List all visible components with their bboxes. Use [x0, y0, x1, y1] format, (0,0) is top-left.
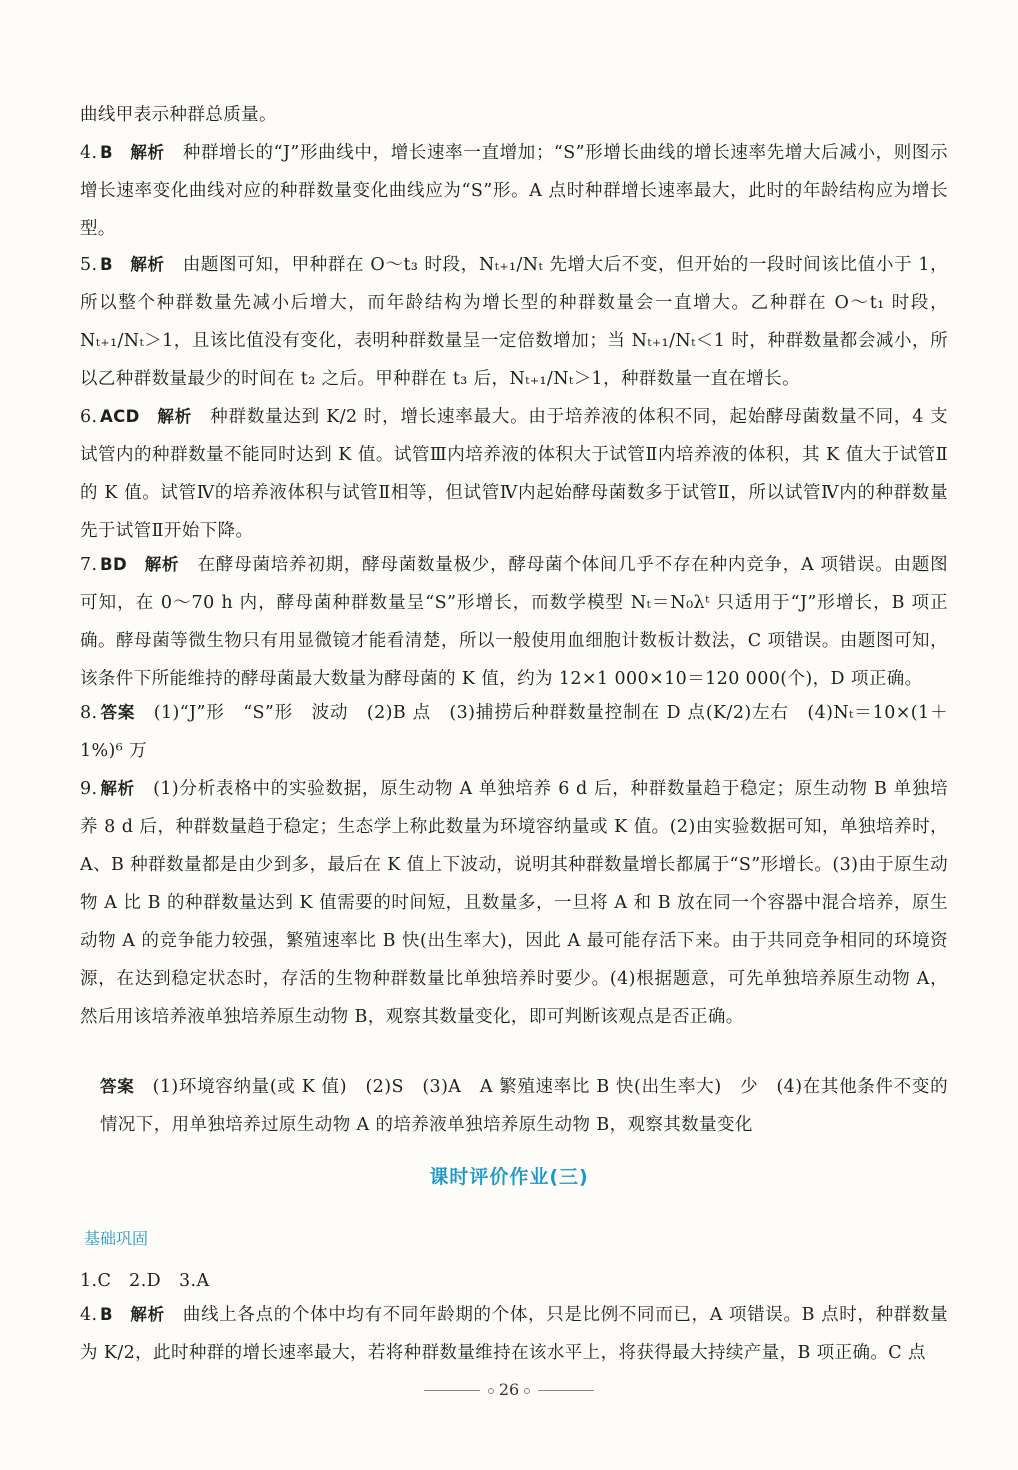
quick-answers	[80, 1262, 948, 1300]
item-number: 7.	[80, 555, 98, 575]
footer-rule-right	[538, 1390, 594, 1391]
para-text: 种群数量达到 K/2 时，增长速率最大。由于培养液的体积不同，起始酵母菌数量不同，4 支试管内的种群数量不能同时达到 K 值。试管Ⅲ内培养液的体积大于试管Ⅱ内培养液的体积，其 K 值大于试管Ⅱ的 K 值。试管Ⅳ的培养液体积与试管Ⅱ相等，但试管Ⅳ内起始酵母菌数多于试管Ⅱ，所以试管Ⅳ内的种群数量先于试管Ⅱ开始下降。	[80, 407, 948, 541]
para-text: 在酵母菌培养初期，酵母菌数量极少，酵母菌个体间几乎不存在种内竞争，A 项错误。由题图可知，在 0～70 h 内，酵母菌种群数量呈“S”形增长，而数学模型 Nₜ＝N₀λᵗ 只适用于“J”形增长，B 项正确。酵母菌等微生物只有用显微镜才能看清楚，所以一般使用血细胞计数板计数法，C 项错误。由题图可知，该条件下所能维持的酵母菌最大数量为酵母菌的 K 值，约为 12×1 000×10＝120 000(个)，D 项正确。	[80, 555, 948, 689]
item-number: 4.	[80, 143, 98, 163]
answer-item-5	[80, 246, 948, 398]
answer-item-9	[80, 770, 948, 1036]
answer-label: B 解析	[100, 255, 165, 274]
page-number: 26	[498, 1380, 520, 1399]
answer-item-9-answer	[80, 1068, 948, 1144]
footer-dot-left	[488, 1388, 494, 1394]
para-text: (1)分析表格中的实验数据，原生动物 A 单独培养 6 d 后，种群数量趋于稳定；原生动物 B 单独培养 8 d 后，种群数量趋于稳定；生态学上称此数量为环境容纳量或 K 值。(2)由实验数据可知，单独培养时，A、B 种群数量都是由少到多，最后在 K 值上下波动，说明其种群数量增长都属于“S”形增长。(3)由于原生动物 A 比 B 的种群数量达到 K 值需要的时间短，且数量多，一旦将 A 和 B 放在同一个容器中混合培养，原生动物 A 的竞争能力较强，繁殖速率比 B 快(出生率大)，因此 A 最可能存活下来。由于共同竞争相同的环境资源，在达到稳定状态时，存活的生物种群数量比单独培养时要少。(4)根据题意，可先单独培养原生动物 A，然后用该培养液单独培养原生动物 B，观察其数量变化，即可判断该观点是否正确。	[80, 779, 948, 1027]
para-text: 由题图可知，甲种群在 O～t₃ 时段，Nₜ₊₁/Nₜ 先增大后不变，但开始的一段时间该比值小于 1，所以整个种群数量先减小后增大，而年龄结构为增长型的种群数量会一直增大。乙种群在 O～t₁ 时段，Nₜ₊₁/Nₜ＞1，且该比值没有变化，表明种群数量呈一定倍数增加；当 Nₜ₊₁/Nₜ＜1 时，种群数量都会减小，所以乙种群数量最少的时间在 t₂ 之后。甲种群在 t₃ 后，Nₜ₊₁/Nₜ＞1，种群数量一直在增长。	[80, 255, 948, 389]
answer-label: BD 解析	[100, 555, 180, 574]
page-footer	[0, 1380, 1018, 1399]
para-text: (1)“J”形 “S”形 波动 (2)B 点 (3)捕捞后种群数量控制在 D 点(K/2)左右 (4)Nₜ＝10×(1＋1%)⁶ 万	[80, 703, 948, 761]
item-number: 9.	[80, 779, 98, 799]
item-number: 6.	[80, 407, 98, 427]
para-text: (1)环境容纳量(或 K 值) (2)S (3)A A 繁殖速率比 B 快(出生率大) 少 (4)在其他条件不变的情况下，用单独培养过原生动物 A 的培养液单独培养原生动物 B，观察其数量变化	[100, 1077, 948, 1135]
answer-item-4-part2	[80, 1296, 948, 1372]
para-text: 种群增长的“J”形曲线中，增长速率一直增加；“S”形增长曲线的增长速率先增大后减小，则图示增长速率变化曲线对应的种群数量变化曲线应为“S”形。A 点时种群增长速率最大，此时的年龄结构应为增长型。	[80, 143, 948, 239]
answer-item-8	[80, 694, 948, 770]
paragraph-continuation	[80, 96, 948, 134]
answer-label: 解析	[100, 779, 135, 798]
answer-item-7	[80, 546, 948, 698]
answer-label: B 解析	[100, 1305, 165, 1324]
para-text: 曲线上各点的个体中均有不同年龄期的个体，只是比例不同而已，A 项错误。B 点时，种群数量为 K/2，此时种群的增长速率最大，若将种群数量维持在该水平上，将获得最大持续产量，B 项正确。C 点	[80, 1305, 948, 1363]
section-title: 课时评价作业(三)	[429, 1166, 589, 1188]
para-text: 曲线甲表示种群总质量。	[80, 105, 277, 125]
item-number: 8.	[80, 703, 98, 723]
answer-label: 答案	[100, 1077, 135, 1096]
footer-dot-right	[524, 1388, 530, 1394]
answer-label: ACD 解析	[100, 407, 192, 426]
footer-rule-left	[424, 1390, 480, 1391]
answer-label: B 解析	[100, 143, 165, 162]
answer-item-4	[80, 134, 948, 248]
answer-label: 答案	[100, 703, 136, 722]
answer-item-6	[80, 398, 948, 550]
item-number: 5.	[80, 255, 98, 275]
para-text: 1.C 2.D 3.A	[80, 1271, 210, 1291]
subheading: 基础巩固	[84, 1229, 149, 1248]
item-number: 4.	[80, 1305, 98, 1325]
